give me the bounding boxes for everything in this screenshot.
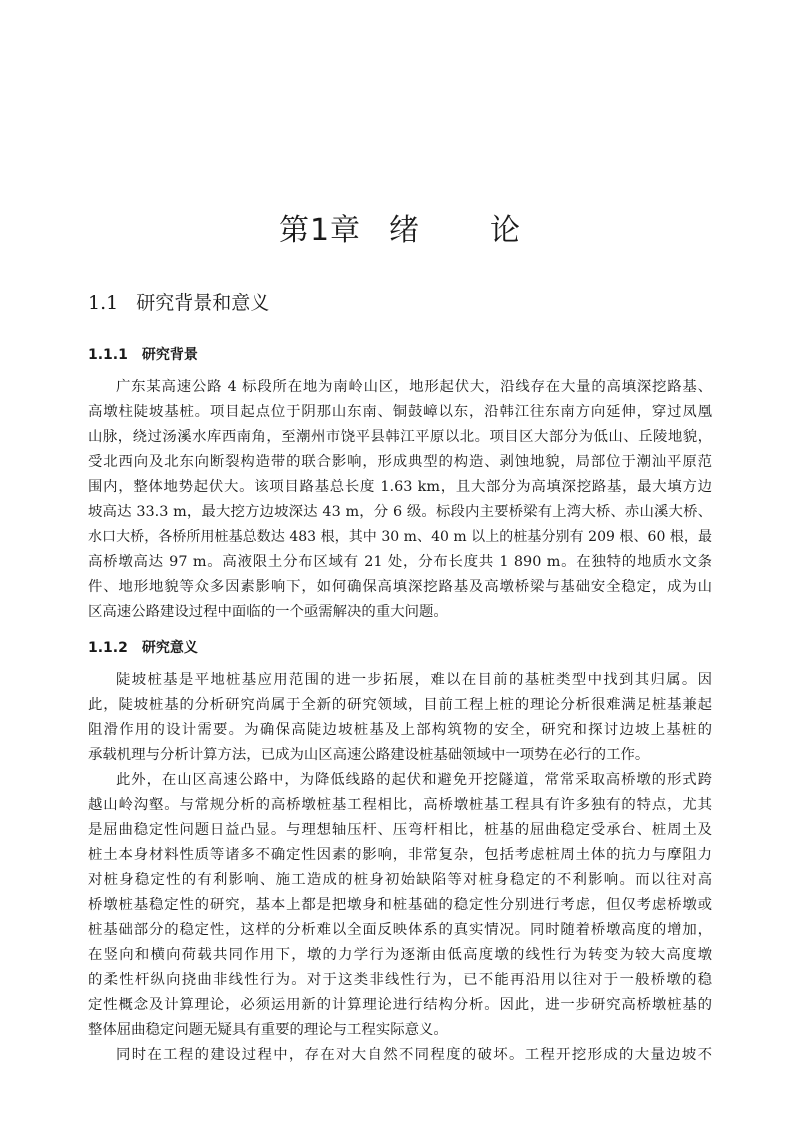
text-line: 广东某高速公路 4 标段所在地为南岭山区，地形起伏大，沿线存在大量的高填深挖路基、 — [116, 379, 712, 395]
text-line: 此，陡坡桩基的分析研究尚属于全新的研究领域，目前工程上桩的理论分析很难满足桩基兼起 — [88, 697, 712, 713]
subsection-heading-significance — [88, 637, 198, 657]
text-line: 整体屈曲稳定问题无疑具有重要的理论与工程实际意义。 — [88, 1022, 448, 1038]
text-line: 件、地形地貌等众多因素影响下，如何确保高填深挖路基及高墩桥梁与基础安全稳定，成为山 — [88, 579, 712, 595]
section-heading — [88, 288, 269, 315]
text-line: 承载机理与分析计算方法，已成为山区高速公路建设桩基础领域中一项势在必行的工作。 — [88, 747, 650, 763]
chapter-title — [0, 205, 800, 249]
text-line: 水口大桥，各桥所用桩基总数达 483 根，其中 30 m、40 m 以上的桩基分别有 209 根、60 根，最 — [88, 529, 712, 545]
subsection-title: 研究背景 — [141, 347, 198, 363]
subsection-number: 1.1.1 — [88, 347, 128, 363]
chapter-title-word-1: 绪 — [389, 213, 421, 248]
text-line: 阻滑作用的设计需要。为确保高陡边坡桩基及上部构筑物的安全，研究和探讨边坡上基桩的 — [88, 722, 712, 738]
subsection-number: 1.1.2 — [88, 640, 128, 656]
text-line: 定性概念及计算理论，必须运用新的计算理论进行结构分析。因此，进一步研究高桥墩桩基的 — [88, 997, 712, 1013]
text-line: 桩土本身材料性质等诸多不确定性因素的影响，非常复杂，包括考虑桩周土体的抗力与摩阻力 — [88, 847, 712, 863]
text-line: 的柔性杆纵向挠曲非线性行为。对于这类非线性行为，已不能再沿用以往对于一般桥墩的稳 — [88, 972, 712, 988]
text-line: 越山岭沟壑。与常规分析的高桥墩桩基工程相比，高桥墩桩基工程具有许多独有的特点，尤其 — [88, 797, 712, 813]
chapter-number: 第1章 — [278, 213, 362, 248]
section-title: 研究背景和意义 — [136, 292, 270, 314]
text-line: 此外，在山区高速公路中，为降低线路的起伏和避免开挖隧道，常常采取高桥墩的形式跨 — [116, 772, 712, 788]
text-line: 桩基础部分的稳定性，这样的分析难以全面反映体系的真实情况。同时随着桥墩高度的增加， — [88, 922, 712, 938]
text-line: 高墩柱陡坡基桩。项目起点位于阴那山东南、铜鼓嶂以东，沿韩江往东南方向延伸，穿过凤凰 — [88, 404, 712, 420]
text-line: 在竖向和横向荷载共同作用下，墩的力学行为逐渐由低高度墩的线性行为转变为较大高度墩 — [88, 947, 712, 963]
text-line: 同时在工程的建设过程中，存在对大自然不同程度的破坏。工程开挖形成的大量边坡不 — [116, 1047, 712, 1063]
text-line: 高桥墩高达 97 m。高液限土分布区域有 21 处，分布长度共 1 890 m。在独特的地质水文条 — [88, 554, 712, 570]
text-line: 区高速公路建设过程中面临的一个亟需解决的重大问题。 — [88, 604, 448, 620]
text-line: 桥墩桩基稳定性的研究，基本上都是把墩身和桩基础的稳定性分别进行考虑，但仅考虑桥墩或 — [88, 897, 712, 913]
text-line: 受北西向及北东向断裂构造带的联合影响，形成典型的构造、剥蚀地貌，局部位于潮汕平原范 — [88, 454, 712, 470]
text-line: 对桩身稳定性的有利影响、施工造成的桩身初始缺陷等对桩身稳定的不利影响。而以往对高 — [88, 872, 712, 888]
background-paragraph — [88, 375, 712, 625]
text-line: 围内，整体地势起伏大。该项目路基总长度 1.63 km，且大部分为高填深挖路基，最大填方边 — [88, 479, 712, 495]
text-line: 山脉，绕过汤溪水库西南角，至潮州市饶平县韩江平原以北。项目区大部分为低山、丘陵地貌， — [88, 429, 712, 445]
text-line: 坡高达 33.3 m，最大挖方边坡深达 43 m，分 6 级。标段内主要桥梁有上湾大桥、赤山溪大桥、 — [88, 504, 712, 520]
section-number: 1.1 — [88, 292, 119, 314]
text-line: 是屈曲稳定性问题日益凸显。与理想轴压杆、压弯杆相比，桩基的屈曲稳定受承台、桩周土及 — [88, 822, 712, 838]
subsection-title: 研究意义 — [141, 640, 198, 656]
chapter-title-word-2: 论 — [490, 213, 522, 248]
text-line: 陡坡桩基是平地桩基应用范围的进一步拓展，难以在目前的基桩类型中找到其归属。因 — [116, 672, 712, 688]
subsection-heading-background — [88, 344, 198, 364]
significance-paragraphs — [88, 668, 712, 1068]
